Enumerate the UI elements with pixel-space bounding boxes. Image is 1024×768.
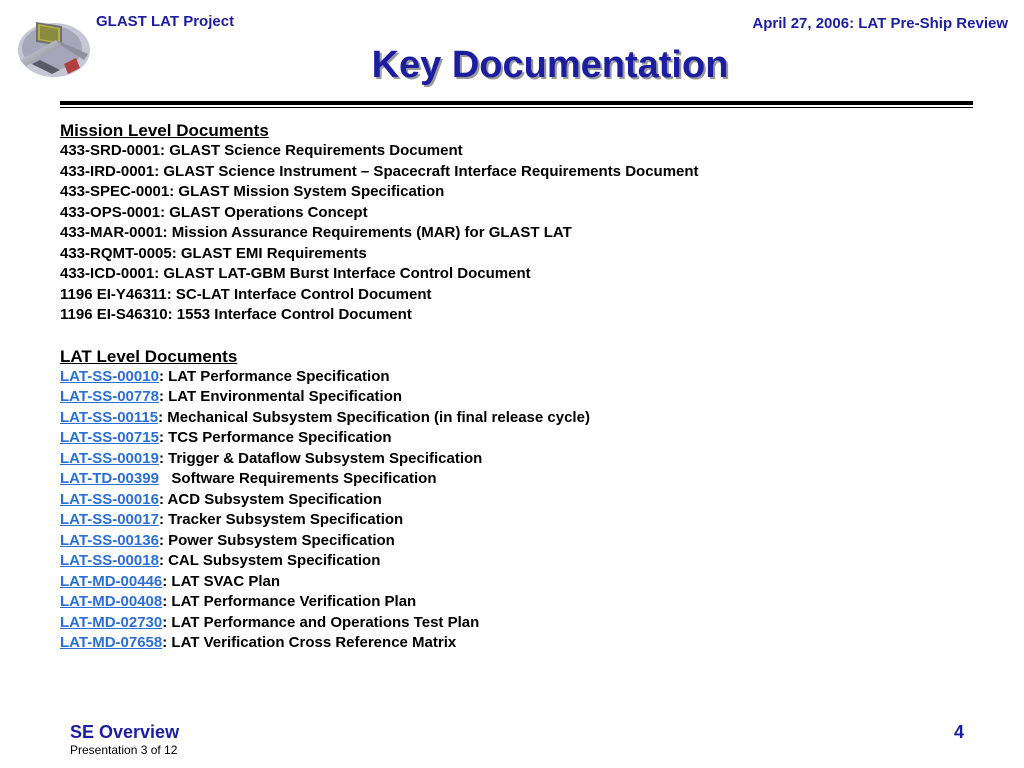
document-title: : LAT Verification Cross Reference Matrix	[162, 634, 457, 651]
document-title: : ACD Subsystem Specification	[158, 490, 382, 508]
document-link[interactable]: LAT-MD-07658	[60, 634, 163, 651]
document-title: : Trigger & Dataflow Subsystem Specification	[158, 449, 483, 467]
document-title: : Tracker Subsystem Specification	[158, 511, 404, 528]
document-title: Software Requirements Specification	[158, 470, 437, 487]
section-spacer	[60, 326, 980, 347]
footer-section-name: SE Overview	[70, 722, 180, 742]
lat-document	[60, 449, 980, 470]
document-link[interactable]: LAT-SS-00019	[60, 449, 159, 467]
lat-document	[60, 592, 980, 613]
lat-document	[60, 531, 980, 552]
mission-document: 433-SRD-0001: GLAST Science Requirements Document	[60, 142, 463, 159]
title-divider-thin	[60, 107, 973, 108]
mission-section-heading: Mission Level Documents	[60, 121, 269, 140]
lat-document-list	[60, 367, 980, 654]
document-title: : LAT Performance Verification Plan	[162, 593, 417, 610]
document-title: : LAT Environmental Specification	[158, 388, 403, 405]
document-title: : Power Subsystem Specification	[158, 531, 395, 549]
mission-document: 433-RQMT-0005: GLAST EMI Requirements	[60, 244, 367, 262]
mission-document: 433-IRD-0001: GLAST Science Instrument – Spacecraft Interface Requirements Document	[60, 162, 699, 180]
documentation-content	[60, 121, 980, 654]
document-link[interactable]: LAT-SS-00016	[60, 490, 159, 508]
lat-document	[60, 613, 980, 634]
page-number: 4	[953, 722, 964, 742]
page-title: Key Documentation	[371, 44, 729, 86]
lat-section-heading: LAT Level Documents	[60, 346, 238, 366]
lat-document	[60, 551, 980, 572]
footer-presentation-count: Presentation 3 of 12	[70, 743, 178, 757]
mission-document: 433-OPS-0001: GLAST Operations Concept	[60, 203, 368, 221]
lat-document	[60, 367, 980, 388]
document-title: : Mechanical Subsystem Specification (in final release cycle)	[158, 408, 590, 426]
document-link[interactable]: LAT-MD-02730	[60, 613, 163, 631]
lat-document	[60, 510, 980, 531]
lat-document	[60, 633, 980, 654]
mission-document: 1196 EI-S46310: 1553 Interface Control Document	[60, 306, 412, 323]
document-link[interactable]: LAT-MD-00446	[60, 572, 163, 590]
mission-document: 433-SPEC-0001: GLAST Mission System Specification	[60, 183, 445, 200]
document-link[interactable]: LAT-SS-00715	[60, 429, 159, 446]
document-title: : CAL Subsystem Specification	[158, 552, 381, 569]
mission-document: 433-ICD-0001: GLAST LAT-GBM Burst Interface Control Document	[60, 265, 531, 282]
lat-document	[60, 469, 980, 490]
document-link[interactable]: LAT-SS-00017	[60, 511, 159, 528]
document-title: : TCS Performance Specification	[158, 429, 392, 446]
document-link[interactable]: LAT-TD-00399	[60, 470, 159, 487]
document-link[interactable]: LAT-MD-00408	[60, 593, 163, 610]
document-link[interactable]: LAT-SS-00778	[60, 388, 159, 405]
mission-document-list	[60, 141, 980, 326]
document-link[interactable]: LAT-SS-00115	[60, 408, 159, 426]
lat-document	[60, 428, 980, 449]
lat-document	[60, 490, 980, 511]
document-title: : LAT Performance and Operations Test Plan	[162, 613, 480, 631]
document-link[interactable]: LAT-SS-00018	[60, 552, 159, 569]
lat-document	[60, 408, 980, 429]
project-name: GLAST LAT Project	[96, 13, 235, 30]
document-link[interactable]: LAT-SS-00136	[60, 531, 159, 549]
document-title: : LAT Performance Specification	[158, 367, 390, 385]
document-link[interactable]: LAT-SS-00010	[60, 367, 159, 385]
mission-document: 1196 EI-Y46311: SC-LAT Interface Control Document	[60, 285, 432, 303]
lat-document	[60, 387, 980, 408]
mission-document: 433-MAR-0001: Mission Assurance Requirements (MAR) for GLAST LAT	[60, 224, 572, 241]
lat-document	[60, 572, 980, 593]
title-divider-thick	[60, 101, 973, 105]
document-title: : LAT SVAC Plan	[162, 572, 281, 590]
review-date: April 27, 2006: LAT Pre-Ship Review	[752, 15, 1008, 32]
